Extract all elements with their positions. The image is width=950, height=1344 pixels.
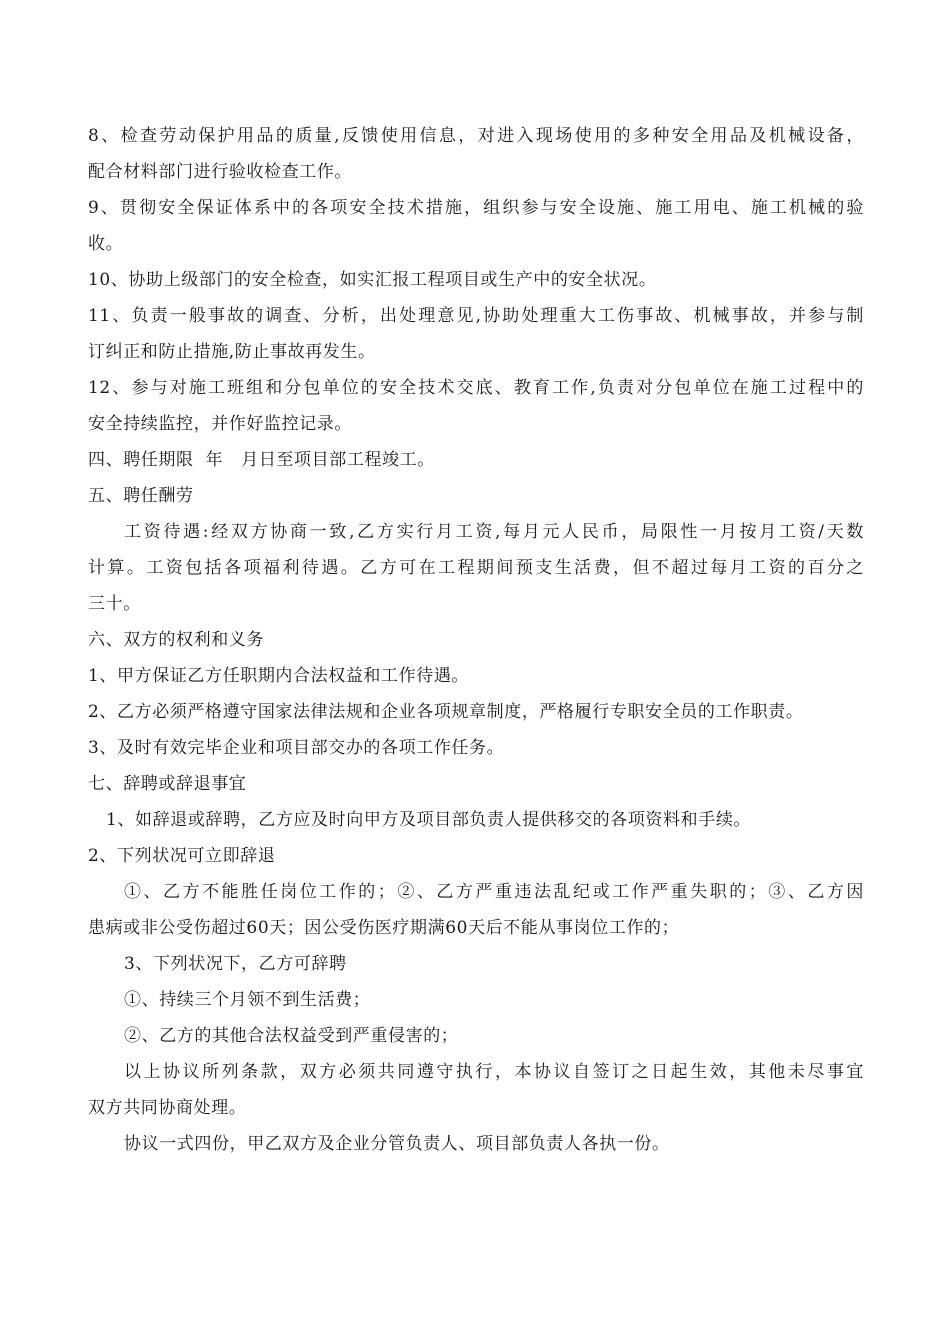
closing-line-1: 以上协议所列条款，双方必须共同遵守执行，本协议自签订之日起生效，其他未尽事宜: [124, 1062, 864, 1082]
resignation-heading: 3、下列状况下，乙方可辞聘: [124, 954, 347, 974]
dismissal-conditions-line-2: 患病或非公受伤超过60天；因公受伤医疗期满60天后不能从事岗位工作的；: [88, 918, 680, 938]
clause-11-line-1: 11、负责一般事故的调查、分析，出处理意见,协助处理重大工伤事故、机械事故，并参与制: [88, 306, 864, 326]
document-body: [88, 118, 864, 1162]
section-6-heading: 六、双方的权利和义务: [88, 630, 264, 650]
salary-line-1: 工资待遇:经双方协商一致,乙方实行月工资,每月元人民币，局限性一月按月工资/天数: [124, 522, 864, 542]
salary-line-3: 三十。: [88, 594, 141, 614]
clause-9-line-2: 收。: [88, 234, 124, 254]
section-5-heading: 五、聘任酬劳: [88, 486, 194, 506]
dismissal-item-2: 2、下列状况可立即辞退: [88, 846, 276, 866]
clause-12-line-1: 12、参与对施工班组和分包单位的安全技术交底、教育工作,负责对分包单位在施工过程中的: [88, 378, 864, 398]
resignation-condition-1: ①、持续三个月领不到生活费；: [124, 990, 371, 1010]
section-4-heading: 四、聘任期限 年 月日至项目部工程竣工。: [88, 450, 435, 470]
salary-line-2: 计算。工资包括各项福利待遇。乙方可在工程期间预支生活费，但不超过每月工资的百分之: [88, 558, 864, 578]
clause-10: 10、协助上级部门的安全检查，如实汇报工程项目或生产中的安全状况。: [88, 270, 657, 290]
section-7-heading: 七、辞聘或辞退事宜: [88, 774, 247, 794]
clause-11-line-2: 订纠正和防止措施,防止事故再发生。: [88, 342, 376, 362]
rights-item-1: 1、甲方保证乙方任职期内合法权益和工作待遇。: [88, 666, 470, 686]
clause-12-line-2: 安全持续监控，并作好监控记录。: [88, 414, 352, 434]
clause-8-line-2: 配合材料部门进行验收检查工作。: [88, 162, 352, 182]
closing-line-2: 双方共同协商处理。: [88, 1098, 247, 1118]
clause-9-line-1: 9、贯彻安全保证体系中的各项安全技术措施，组织参与安全设施、施工用电、施工机械的验: [88, 198, 864, 218]
dismissal-item-1: 1、如辞退或辞聘，乙方应及时向甲方及项目部负责人提供移交的各项资料和手续。: [106, 810, 752, 830]
resignation-condition-2: ②、乙方的其他合法权益受到严重侵害的；: [124, 1026, 459, 1046]
rights-item-3: 3、及时有效完毕企业和项目部交办的各项工作任务。: [88, 738, 505, 758]
dismissal-conditions-line-1: ①、乙方不能胜任岗位工作的；②、乙方严重违法乱纪或工作严重失职的；③、乙方因: [124, 882, 864, 902]
copies-statement: 协议一式四份，甲乙双方及企业分管负责人、项目部负责人各执一份。: [124, 1134, 670, 1154]
clause-8-line-1: 8、检查劳动保护用品的质量,反馈使用信息，对进入现场使用的多种安全用品及机械设备，: [88, 126, 864, 146]
rights-item-2: 2、乙方必须严格遵守国家法律法规和企业各项规章制度，严格履行专职安全员的工作职责。: [88, 702, 804, 722]
